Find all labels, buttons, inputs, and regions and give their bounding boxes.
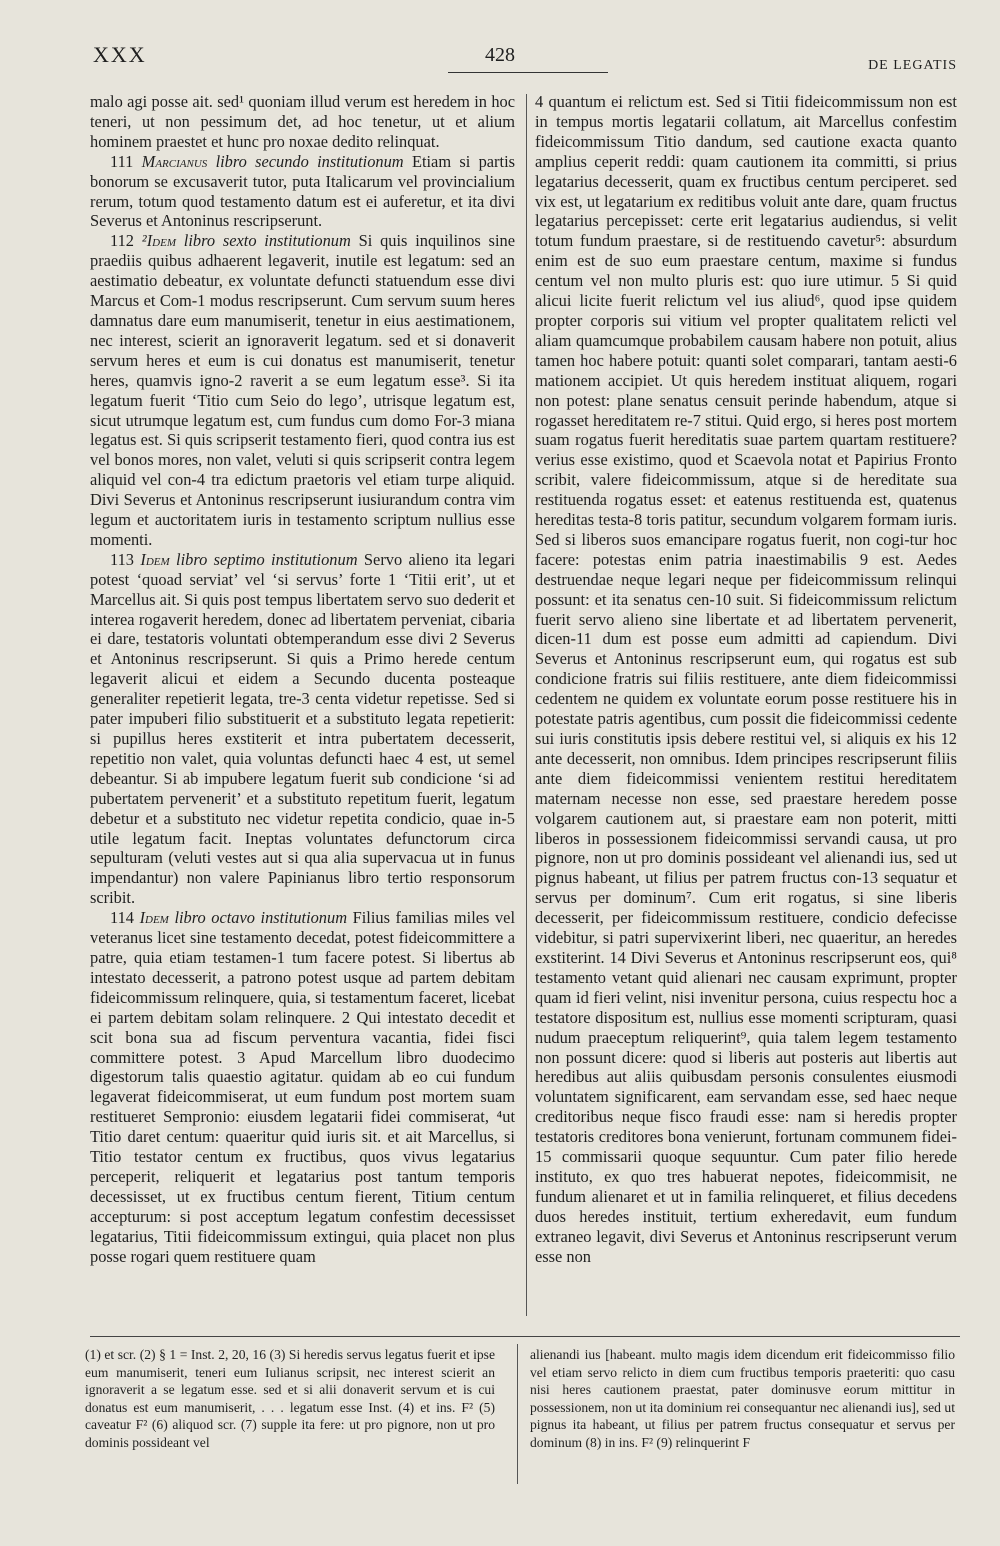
paragraph	[90, 550, 515, 908]
column-divider	[526, 94, 527, 1316]
footnotes-right: alienandi ius [habeant. multo magis idem dicendum erit fideicommisso filio vel etiam servo relicto in diem cum fructibus temporis praeteriti: quo casu nisi heres cautionem praestat, pater dominusve eorum mittitur in possessionem, non ut ita dominium rei consequantur nec alienandi ius], sed ut pignus ita habeant, ut filius per patrem fructus consequatur et servus per dominum (8) in ins. F² (9) relinquerint F	[530, 1347, 955, 1450]
paragraph	[90, 152, 515, 232]
footnote-rule	[90, 1336, 960, 1337]
author-name: ²Idem	[141, 231, 176, 251]
page-number: 428	[485, 44, 515, 66]
work-reference: libro octavo institutionum	[174, 908, 348, 928]
footnote-divider	[517, 1344, 518, 1484]
author-name: Idem	[139, 908, 169, 928]
footnotes-left: (1) et scr. (2) § 1 = Inst. 2, 20, 16 (3) Si heredis servus legatus fuerit et ipse eum manumiserit, teneri eum Iulianus scripsit, nec interest scierit an ignoraverit a se legatum esse. sed et si alii donaverit servum et is cui donatus est eum manumiserit, . . . legatum esse Inst. (4) et ins. F² (5) caveatur F² (6) aliquod scr. (7) supple ita fere: ut pro pignore, non ut pro dominis possideant vel	[85, 1347, 495, 1450]
page-header	[0, 0, 1000, 80]
paragraph-text: Si quis inquilinos sine praediis quibus adhaerent legaverit, inutile est legatum: sed an aestimatio debeatur, ex voluntate defuncti statuendum esse divi Marcus et Com-1 modus rescripserunt. Cum servum suum heres damnatus dare eum manumiserit, tenetur in eius aestimationem, nec interest, scierit an ignoraverit legatum. sed et si donaverit servum heres et eum is cui donatus est manumiserit, tenetur heres, quamvis igno-2 raverit a se eum legatum esse³. Si ita legatum fuerit ‘Titio cum Seio do lego’, utrisque legatum est, sicut utrumque legatum est, cum fundus cum domo For-3 miana legatus est. Si quis scripserit testamento fieri, quod contra ius est vel bonos mores, non valet, veluti si quis scripserit contra legem aliquid vel con-4 tra edictum praetoris vel etiam turpe aliquid. Divi Severus et Antoninus rescripserunt iusiurandum contra vim legum et auctoritatem iuris in testamento scriptum nullius esse momenti.	[90, 231, 515, 549]
paragraph	[90, 92, 515, 152]
paragraph-text: 4 quantum ei relictum est. Sed si Titii fideicommissum non est in tempus mortis legatarii collatum, ait Marcellus confestim fideicommissum Titio dandum, sed cautione exacta quanto amplius ceperit reddi: quam cautionem ita committi, si prius legatarius decesserit, quam ex fructibus centum perciperet. sed vix est, ut legatarium ex reditibus voluit ante dare, quam fructus legatarius percepisset: certe erit legatarius audiendus, si velit totum fundum praestare, si de restituendo cavetur⁵: absurdum enim est de suo eum praestare centum, maxime si fundus centum vel non multo pluris est: quo iure utimur. 5 Si quid alicui licite fuerit relictum vel ius aliud⁶, quod ipse quidem propter corporis sui vitium vel propter qualitatem relicti vel aliam quamcumque probabilem causam habere non potuit, alius tamen hoc habere potuit: quanti solet comparari, tantam aesti-6 mationem accipiet. Ut quis heredem instituat aliquem, rogari non potest: plane senatus censuit perinde habendum, atque si rogasset hereditatem re-7 stitui. Quid ergo, si heres post mortem suam rogatus fuerit hereditatis suae partem quartam restituere? verius esse existimo, quod et Scaevola notat et Papirius Fronto scribit, valere fideicommissum, atque si de hereditate sua restituenda rogatus esset: et eatenus restituenda est, quatenus hereditas testa-8 toris patitur, secundum volgarem formam iuris. Sed si liberos suos emancipare rogatus fuerit, non cogi-tur hoc facere: potestas enim patria inaestimabilis 9 est. Aedes destruendae neque legari neque per fideicommissum relinqui possunt: et ita senatus cen-10 suit. Si fideicommissum relictum fuerit servo alieno sine libertate et ad libertatem pervenerit, dicen-11 dum est posse eum admitti ad capiendum. Divi Severus et Antoninus rescripserunt eum, qui rogatus est sub condicione fratris sui filiis restituere, ante diem fideicommissi cedentem ne quidem ex voluntate eorum posse restituere his in potestate patris agentibus, cum possit die fideicommissi cedente sui iuris constitutis ipsis debere restitui vel, si aliquis ex his 12 ante decesserit, non omnibus. Idem principes rescripserunt filiis ante diem fideicommissi venientem restitui hereditatem maternam necesse non esse, sed praestare heredem posse volgarem cautionem aut, si praestare eam non poterit, mitti liberos in possessionem fideicommissi servandi causa, ut pro pignore, non ut pro dominis possideant vel alienandi ius, sed ut pignus habeant, ut filius per patrem fructus con-13 sequatur et servus per dominum⁷. Cum erit rogatus, si sine liberis decesserit, per fideicommissum restituere, condicio defecisse videbitur, si patri supervixerint liberi, nec quaeritur, an heredes exstiterint. 14 Divi Severus et Antoninus rescripserunt eos, qui⁸ testamento vetant quid alienari nec causam exprimunt, propter quam id fieri velint, nisi invenitur persona, cuius respectu hoc a testatore dispositum est, nullius esse momenti scripturam, quasi nudum praeceptum reliquerint⁹, quia talem legem testamento non possunt dicere: quod si liberis aut posteris aut libertis aut heredibus aut aliis quibusdam personis consulentes eiusmodi voluntatem significarent, eam servandam esse, sed haec neque creditoribus neque fisco fraudi esse: nam si heredis propter testatoris creditores bona venierunt, fortunam communem fidei-15 commissarii quoque sequuntur. Cum pater filio herede instituto, ex quo tres habuerat nepotes, fideicommisit, ne fundum alienaret et ut in familia relinqueret, et filius decedens duos heredes instituit, tertium exheredavit, eum fundum extraneo legavit, divi Severus et Antoninus rescripserunt verum esse non	[535, 92, 957, 1266]
work-reference: libro septimo institutionum	[176, 549, 358, 569]
left-column	[90, 92, 515, 1320]
paragraph	[90, 231, 515, 550]
paragraph-text: Filius familias miles vel veteranus licet sine testamento decedat, potest fideicommittere a patre, quia etiam testamen-1 tum facere potest. Si libertus ab intestato decesserit, a patrono potest usque ad partem debitam fideicommissum relinquere, quia, si testamentum faceret, licebat ei partem debitam solam relinquere. 2 Qui intestato decedit et scit bona sua ad fiscum perventura vacantia, fidei fisci committere potest. 3 Apud Marcellum libro duodecimo digestorum talis quaestio agitatur. quidam ab eo cui fundum legaverat fideicommiserat, ut eum fundum post mortem suam restitueret Sempronio: eiusdem legatarii fidei commiserat, ⁴ut Titio daret centum: quaeritur quid iuris sit. et ait Marcellus, si Titio testator centum ex fructibus, quos vivus legatarius perceperit, reliquerit et legatarius post tantum temporis decessisset, ut ex fructibus centum fierent, Titium centum accepturum: si post acceptum legatum confestim decessisset legatarius, Titii fideicommissum extingui, quia placet non plus posse rogari quem restituere quam	[90, 908, 515, 1266]
work-reference: libro secundo institutionum	[215, 151, 404, 171]
section-number: 114	[110, 908, 134, 928]
right-column	[535, 92, 957, 1320]
paragraph-text: Etiam si partis bonorum se excusaverit tutor, puta Italicarum vel provincialium rerum, totum quod testamento datum est ei auferetur, et ita divi Severus et Antoninus rescripserunt.	[90, 151, 515, 231]
paragraph-text: malo agi posse ait. sed¹ quoniam illud verum est heredem in hoc teneri, ut non pessimum det, ad hoc tenetur, ut et alium hominem praestet et hunc pro noxae dedito relinquat.	[90, 92, 515, 151]
header-rule	[448, 72, 608, 73]
section-number: 113	[110, 549, 134, 569]
paragraph	[535, 92, 957, 1266]
section-number: 112	[110, 231, 134, 251]
work-reference: libro sexto institutionum	[183, 231, 351, 251]
running-title: DE LEGATIS	[868, 58, 957, 73]
author-name: Marcianus	[141, 151, 208, 171]
paragraph	[90, 908, 515, 1266]
header-left-label: XXX	[93, 42, 147, 67]
section-number: 111	[110, 151, 134, 171]
paragraph-text: Servo alieno ita legari potest ‘quoad serviat’ vel ‘si servus’ forte 1 ‘Titii erit’, ut et Marcellus ait. Si quis post tempus libertatem servo suo dederit et interea rogaverit heredem, donec ad libertatem perveniat, cibaria ei dare, testatoris voluntati obtemperandum esse divi 2 Severus et Antoninus rescripserunt. Si quis a Primo herede centum legaverit alicui et eidem a Secundo ducenta posteaque generaliter repetierit legata, tre-3 centa videtur repetisse. Sed si pater impuberi filio substituerit et a substituto legata repetierit: si pupillus heres exstiterit et intra pubertatem decesserit, repetitio non valet, quia voluntas defuncti haec 4 est, ut semel debeantur. Si ab impubere legatum fuerit sub condicione ‘si ad pubertatem pervenerit’ et a substituto repetitum fuerit, legatum debetur et a substituto nec videtur repetita condicio, quae in-5 utile legatum facit. Ineptas voluntates defunctorum circa sepulturam (veluti vestes aut si qua alia supervacua ut in funus impendantur) non valere Papinianus libro tertio responsorum scribit.	[90, 549, 515, 908]
author-name: Idem	[140, 549, 170, 569]
